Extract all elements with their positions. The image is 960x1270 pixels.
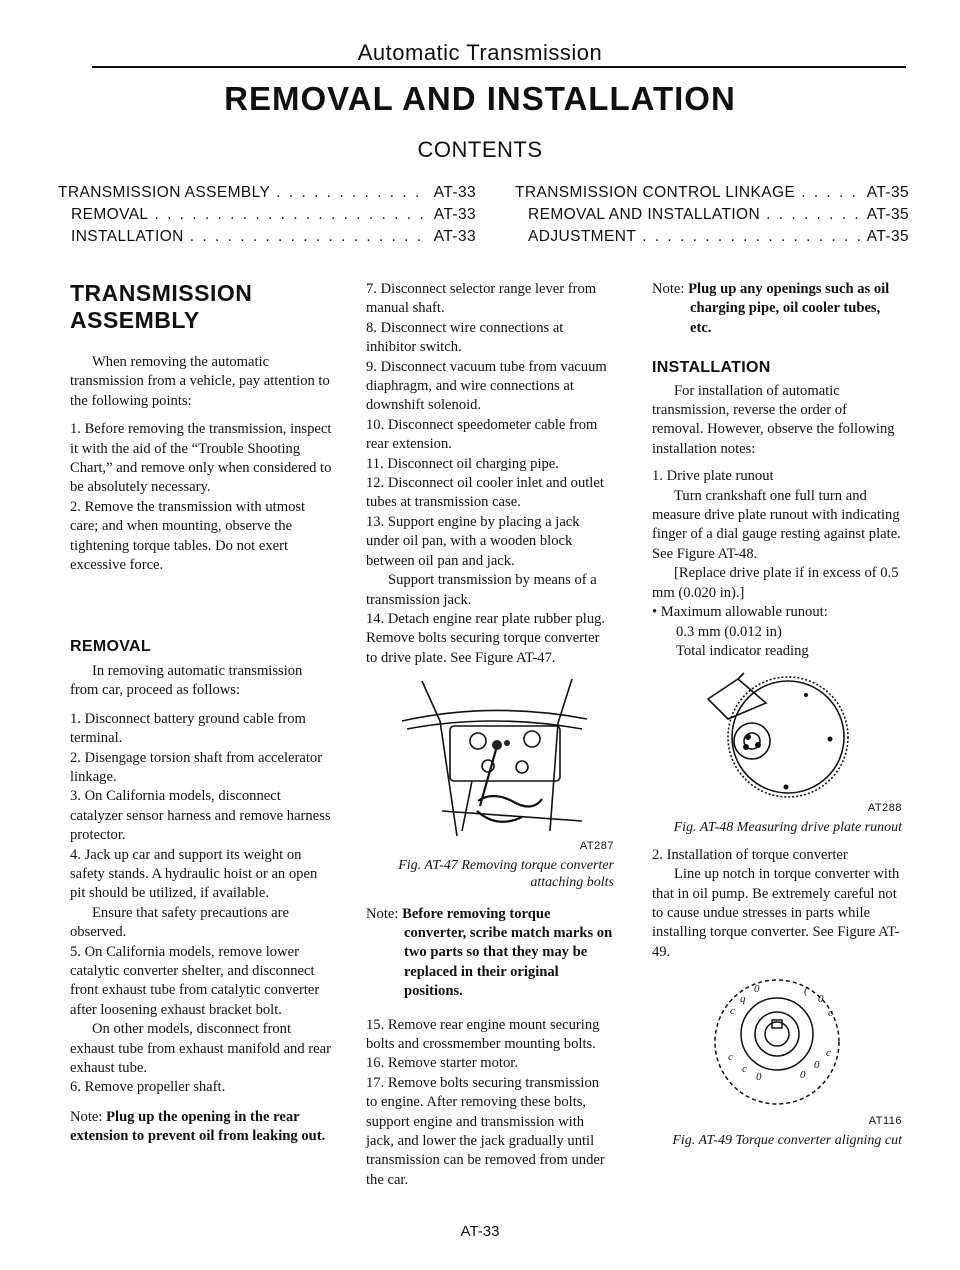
figure-code: AT116 bbox=[868, 1115, 902, 1128]
step-7: 7. Disconnect selector range lever from manual shaft. bbox=[366, 281, 597, 317]
section-heading-installation: INSTALLATION bbox=[652, 359, 771, 377]
toc-entry[interactable]: REMOVAL AND INSTALLATION . . . AT-35 bbox=[515, 206, 909, 228]
page-title: REMOVAL AND INSTALLATION bbox=[224, 80, 736, 117]
svg-text:(: ( bbox=[804, 985, 808, 998]
running-head: Automatic Transmission bbox=[357, 40, 603, 65]
step-11: 11. Disconnect oil charging pipe. bbox=[366, 455, 559, 472]
svg-text:q: q bbox=[740, 993, 746, 1006]
svg-text:c: c bbox=[730, 1005, 735, 1018]
figure-code: AT287 bbox=[579, 840, 614, 853]
intro-paragraph: When removing the automatic transmission from a vehicle, pay attention to the following points: bbox=[70, 354, 330, 409]
installation-intro: For installation of automatic transmission, reverse the order of removal. However, observe the following installation notes: bbox=[652, 382, 895, 457]
column-1 bbox=[70, 280, 334, 1147]
toc-left bbox=[58, 184, 476, 250]
step-13-note: Support transmission by means of a transmission jack. bbox=[366, 572, 597, 608]
step-10: 10. Disconnect speedometer cable from rear extension. bbox=[366, 416, 598, 453]
svg-text:0: 0 bbox=[814, 1059, 820, 1072]
step-16: 16. Remove starter motor. bbox=[366, 1055, 518, 1072]
step-9: 9. Disconnect vacuum tube from vacuum diaphragm, and wire connections at downshift solenoid. bbox=[366, 358, 607, 414]
install-1-text: Turn crankshaft one full turn and measure drive plate runout with indicating finger of a dial gauge resting against plate. See Figure AT-48. bbox=[652, 487, 901, 562]
svg-text:0: 0 bbox=[818, 993, 824, 1006]
svg-text:0: 0 bbox=[800, 1069, 806, 1082]
toc-right bbox=[515, 184, 909, 250]
toc-entry[interactable]: INSTALLATION . . . AT-33 bbox=[58, 228, 476, 250]
step-13: 13. Support engine by placing a jack under oil pan, with a wooden block between oil pan and jack. bbox=[366, 513, 580, 569]
svg-text:0: 0 bbox=[754, 983, 760, 996]
step-4-note: Ensure that safety precautions are observed. bbox=[70, 904, 289, 941]
note-rear-extension: Note: Plug up the opening in the rear extension to prevent oil from leaking out. bbox=[70, 1108, 326, 1145]
svg-text:0: 0 bbox=[756, 1071, 762, 1084]
column-3 bbox=[652, 280, 902, 1149]
step-4: 4. Jack up car and support its weight on safety stands. A hydraulic hoist or an open pit should be utilized, if available. bbox=[70, 846, 318, 902]
figure-at-49-torque-converter-aligning-cut bbox=[692, 972, 862, 1112]
runout-note: Total indicator reading bbox=[676, 642, 809, 659]
figure-at-47-torque-converter-bolts bbox=[382, 671, 612, 841]
svg-text:c: c bbox=[728, 1051, 733, 1064]
svg-text:c: c bbox=[828, 1007, 833, 1020]
section-heading-removal: REMOVAL bbox=[70, 638, 151, 656]
toc-entry[interactable]: ADJUSTMENT . . . AT-35 bbox=[515, 228, 909, 250]
install-1-title: 1. Drive plate runout bbox=[652, 468, 774, 485]
step-6: 6. Remove propeller shaft. bbox=[70, 1079, 226, 1096]
svg-text:c: c bbox=[826, 1047, 831, 1060]
section-heading-transmission-assembly: TRANSMISSION ASSEMBLY bbox=[70, 280, 253, 333]
header-rule bbox=[92, 66, 906, 68]
step-15: 15. Remove rear engine mount securing bolts and crossmember mounting bolts. bbox=[366, 1016, 600, 1052]
step-14: 14. Detach engine rear plate rubber plug. Remove bolts securing torque converter to drive plate. See Figure AT-47. bbox=[366, 610, 606, 666]
note-openings: Note: Plug up any openings such as oil charging pipe, oil cooler tubes, etc. bbox=[652, 281, 890, 336]
figure-at-48-drive-plate-runout bbox=[688, 669, 888, 799]
install-2-text: Line up notch in torque converter with that in oil pump. Be extremely careful not to cause undue stresses in parts while installing torque converter. See Figure AT-49. bbox=[652, 866, 900, 960]
step-5: 5. On California models, remove lower catalytic converter shelter, and disconnect front exhaust tube from catalytic converter after loosening exhaust bracket bolt. bbox=[70, 943, 320, 1018]
svg-text:c: c bbox=[742, 1063, 747, 1076]
runout-bullet: • Maximum allowable runout: bbox=[652, 604, 828, 621]
toc-entry[interactable]: TRANSMISSION ASSEMBLY . . . AT-33 bbox=[58, 184, 476, 206]
step-5-note: On other models, disconnect front exhaust tube from exhaust manifold and rear exhaust tube. bbox=[70, 1021, 331, 1076]
step-2: 2. Disengage torsion shaft from accelerator linkage. bbox=[70, 749, 323, 785]
step-8: 8. Disconnect wire connections at inhibitor switch. bbox=[366, 319, 564, 356]
step-1: 1. Disconnect battery ground cable from terminal. bbox=[70, 710, 306, 747]
install-2-title: 2. Installation of torque converter bbox=[652, 846, 848, 863]
toc-entry[interactable]: TRANSMISSION CONTROL LINKAGE . . . AT-35 bbox=[515, 184, 909, 206]
step-3: 3. On California models, disconnect catalyzer sensor harness and remove harness protector. bbox=[70, 788, 331, 844]
contents-heading: CONTENTS bbox=[417, 137, 543, 162]
page-number: AT-33 bbox=[460, 1223, 500, 1240]
step-17: 17. Remove bolts securing transmission to engine. After removing these bolts, support engine and transmission with jack, and lower the jack gradually until transmission can be removed from under the car. bbox=[366, 1074, 605, 1188]
figure-caption: Fig. AT-49 Torque converter aligning cut bbox=[672, 1132, 902, 1148]
removal-intro: In removing automatic transmission from car, proceed as follows: bbox=[70, 662, 303, 699]
note-match-marks: Note: Before removing torque converter, scribe match marks on two parts so that they may be replaced in their original positions. bbox=[366, 905, 613, 1000]
install-1-replace: [Replace drive plate if in excess of 0.5 mm (0.020 in).] bbox=[652, 565, 899, 601]
point-2: 2. Remove the transmission with utmost care; and when mounting, observe the tightening torque tables. Do not exert excessive force. bbox=[70, 498, 306, 574]
point-1: 1. Before removing the transmission, inspect it with the aid of the “Trouble Shooting Chart,” and remove only when considered to be absolutely necessary. bbox=[70, 421, 332, 496]
column-2 bbox=[366, 280, 614, 1190]
step-12: 12. Disconnect oil cooler inlet and outlet tubes at transmission case. bbox=[366, 475, 604, 511]
toc-entry[interactable]: REMOVAL . . . AT-33 bbox=[58, 206, 476, 228]
figure-caption: Fig. AT-47 Removing torque converter attaching bolts bbox=[398, 857, 614, 890]
runout-value: 0.3 mm (0.012 in) bbox=[676, 623, 782, 640]
figure-code: AT288 bbox=[867, 802, 902, 815]
figure-caption: Fig. AT-48 Measuring drive plate runout bbox=[673, 819, 902, 835]
